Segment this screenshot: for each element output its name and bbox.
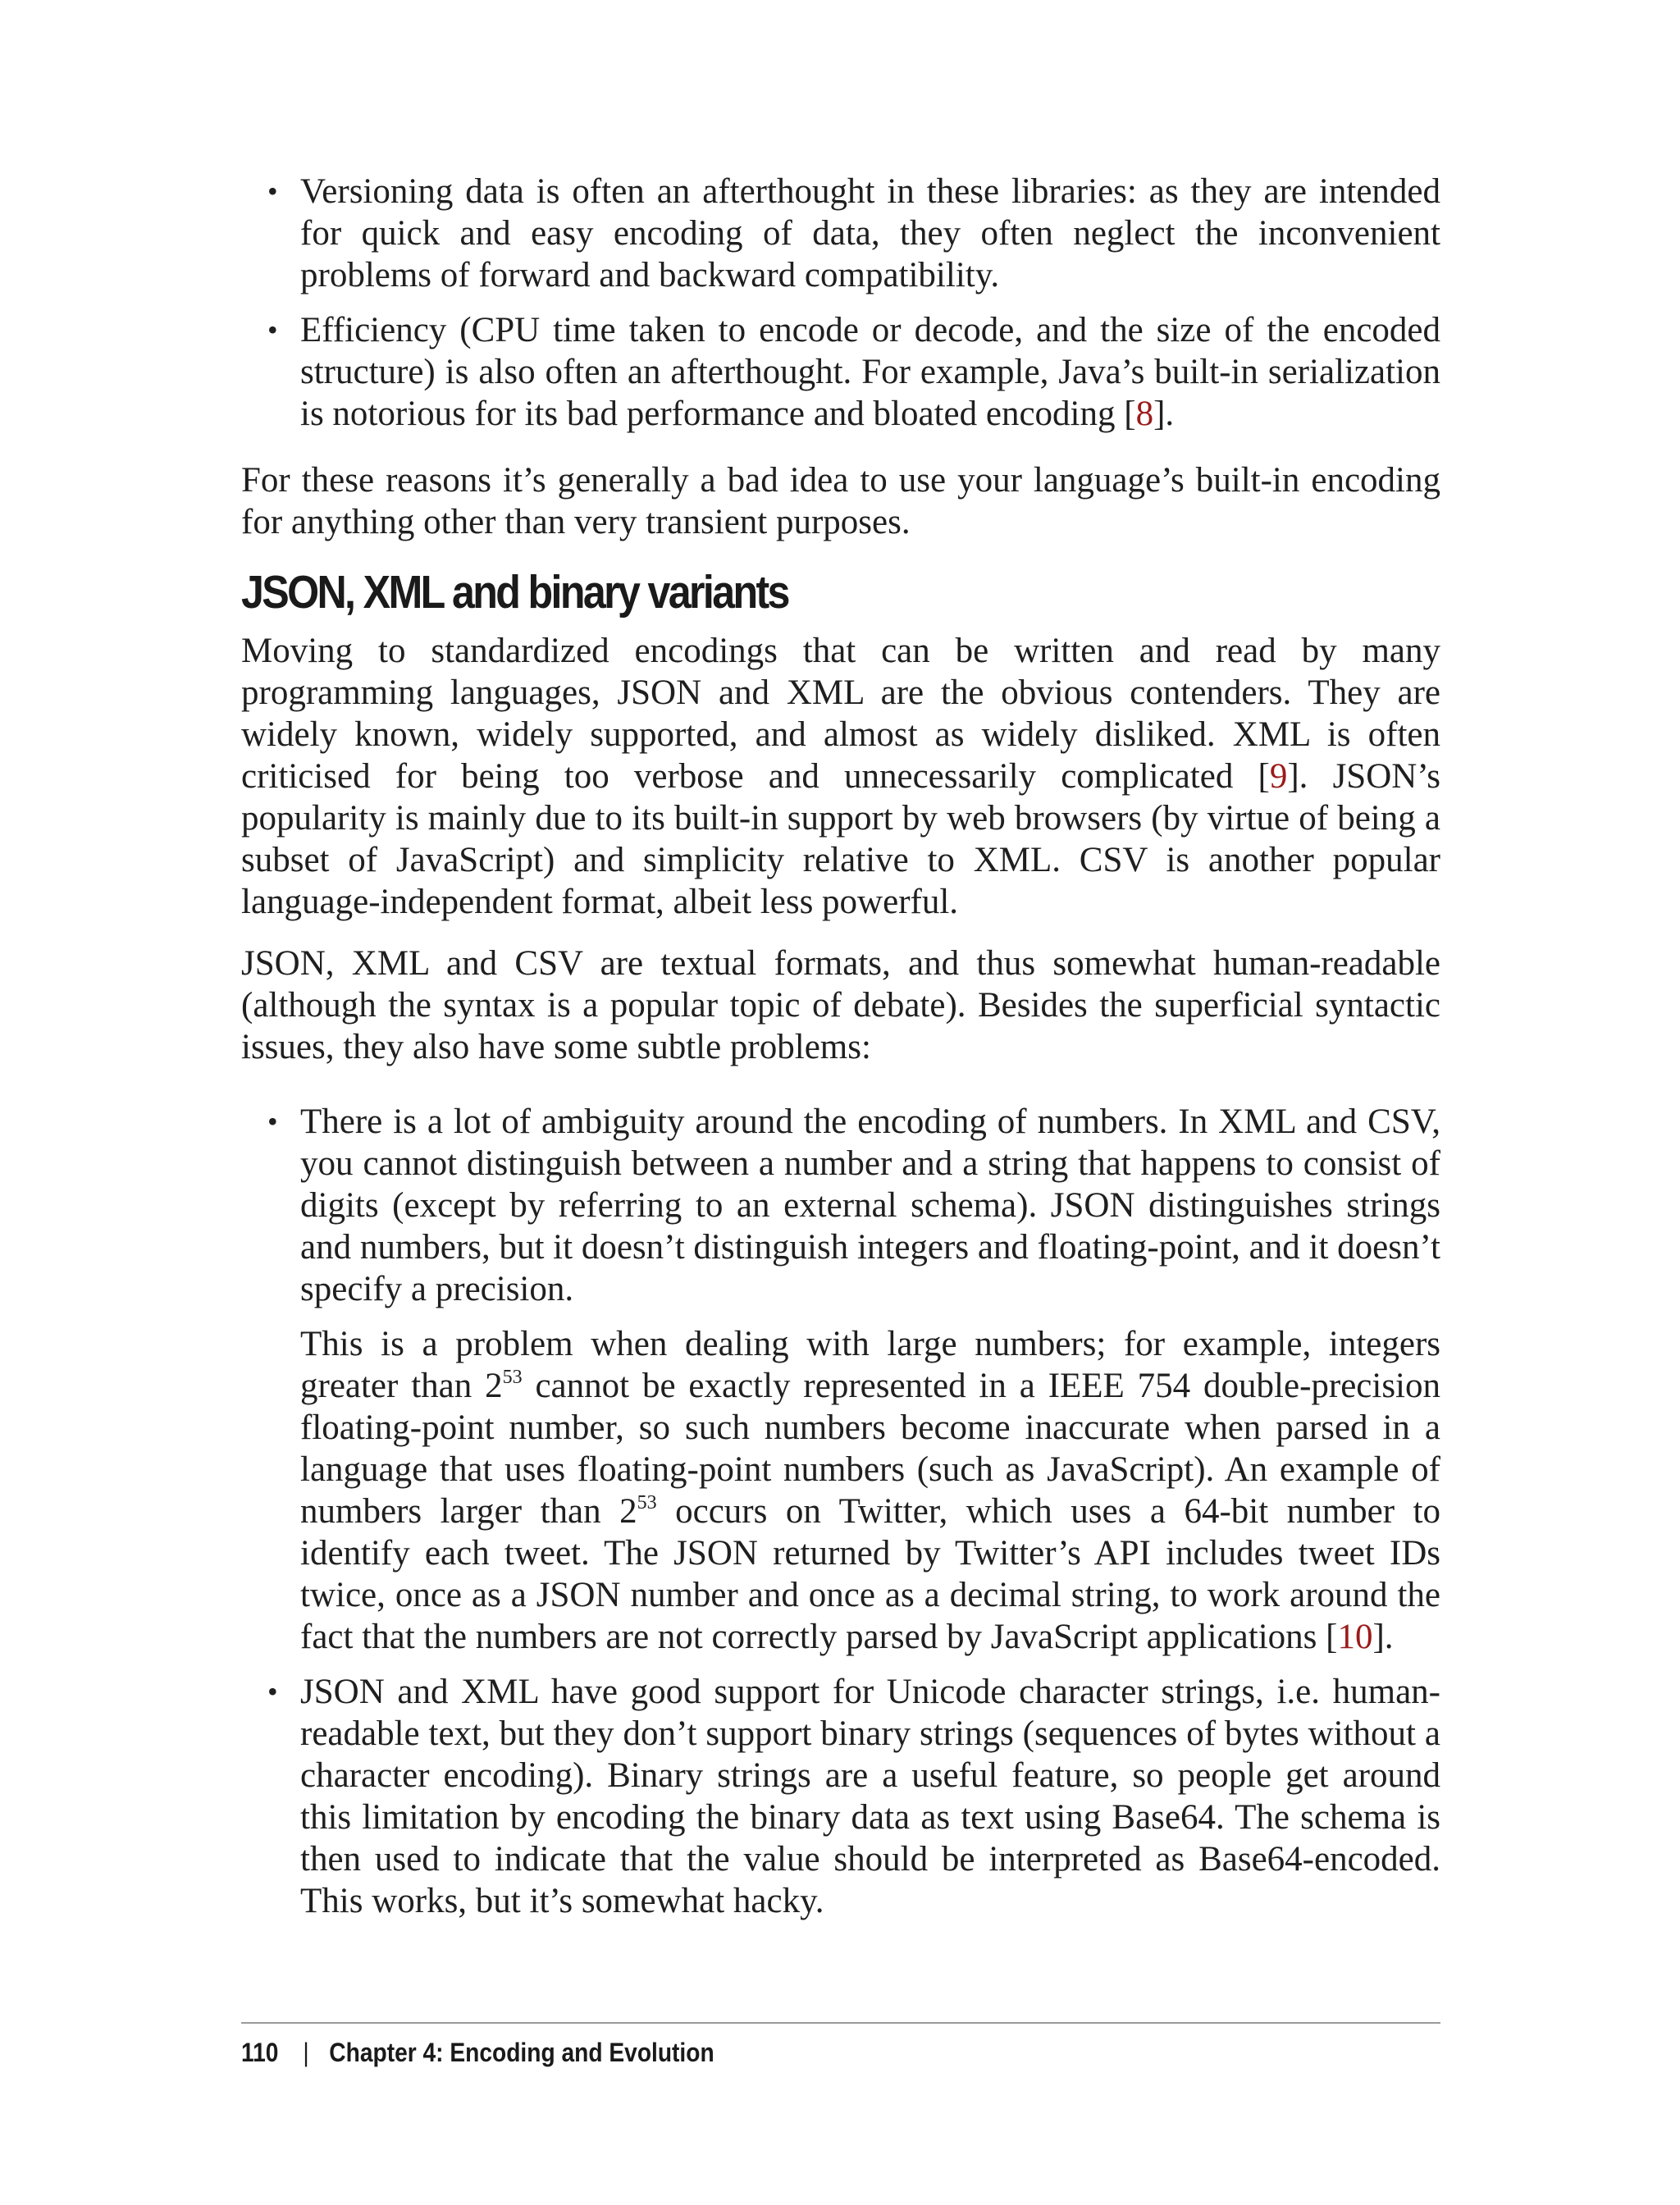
reference-link-9[interactable]: 9: [1269, 757, 1288, 796]
section-heading: JSON, XML and binary variants: [241, 566, 788, 619]
bullet-icon: •: [267, 175, 278, 208]
bullet-icon: •: [267, 1675, 278, 1708]
bullet-icon: •: [267, 313, 278, 346]
bullet-text-unicode: JSON and XML have good support for Unicode character strings, i.e. human-readable text, but they don’t support binary strings (sequences of bytes without a character encoding). Binary strings are a useful feature, so people get around this limitation by encoding the binary data as text using Base64. The schema is then used to indicate that the value should be interpreted as Base64-encoded. This works, but it’s somewhat hacky.: [300, 1673, 1440, 1920]
list-item: [241, 1671, 1440, 1922]
text-run: ].: [1153, 395, 1175, 433]
text-run: ].: [1372, 1618, 1394, 1656]
list-item: [241, 1101, 1440, 1658]
bullet-text-numbers: There is a lot of ambiguity around the encoding of numbers. In XML and CSV, you cannot distinguish between a number and a string that happens to consist of digits (except by referring to an external schema). JSON distinguishes strings and numbers, but it doesn’t distinguish integers and floating-point, and it doesn’t specify a precision.: [300, 1102, 1440, 1308]
footer-divider: [241, 2022, 1440, 2024]
page-number: 110: [241, 2038, 279, 2067]
reference-link-10[interactable]: 10: [1337, 1618, 1373, 1656]
text-run: This is a problem when dealing with large numbers; for example, integers greater than 2: [300, 1325, 1440, 1405]
text-run: occurs on Twitter, which uses a 64-bit number to identify each tweet. The JSON returned by Twitter’s API includes tweet IDs twice, once as a JSON number and once as a decimal string, to work around the fact that the numbers are not correctly parsed by JavaScript applications [: [300, 1492, 1440, 1656]
text-run: Moving to standardized encodings that can be written and read by many programming languages, JSON and XML are the obvious contenders. They are widely known, widely supported, and almost as widely disliked. XML is often criticised for being too verbose and unnecessarily complicated [: [241, 632, 1440, 796]
paragraph-reasons: For these reasons it’s generally a bad idea to use your language’s built-in encoding for anything other than very transient purposes.: [241, 461, 1440, 541]
paragraph-textual: JSON, XML and CSV are textual formats, and thus somewhat human-readable (although the syntax is a popular topic of debate). Besides the superficial syntactic issues, they also have some subtle problems:: [241, 944, 1440, 1066]
text-run: ]. JSON’s popularity is mainly due to its built-in support by web browsers (by virtue of being a subset of JavaScript) and simplicity relative to XML. CSV is another popular language-independent format, albeit less powerful.: [241, 757, 1440, 921]
text-run: Efficiency (CPU time taken to encode or decode, and the size of the encoded structure) is also often an afterthought. For example, Java’s built-in serialization is notorious for its bad performance and bloated encoding [: [300, 311, 1440, 433]
list-item: [241, 171, 1440, 296]
bullet-text-efficiency: [300, 309, 1440, 435]
footer-separator: |: [303, 2038, 309, 2067]
page-footer: [241, 2034, 714, 2070]
bullet-text-numbers-continued: [300, 1323, 1440, 1658]
chapter-title: Chapter 4: Encoding and Evolution: [329, 2038, 714, 2067]
bullet-text-versioning: Versioning data is often an afterthought in these libraries: as they are intended for quick and easy encoding of data, they often neglect the inconvenient problems of forward and backward compatibility.: [300, 172, 1440, 294]
bullet-icon: •: [267, 1105, 278, 1138]
bullet-list-top: [241, 171, 1440, 435]
text-run: cannot be exactly represented in a IEEE 754 double-precision floating-point number, so such numbers become inaccurate when parsed in a language that uses floating-point numbers (such as JavaScript). An example of numbers larger than 2: [300, 1367, 1441, 1531]
paragraph-moving: [241, 630, 1440, 923]
exponent: 53: [637, 1492, 657, 1513]
exponent: 53: [502, 1367, 523, 1388]
reference-link-8[interactable]: 8: [1135, 395, 1154, 433]
bullet-list-problems: [241, 1101, 1440, 1922]
page-body: [241, 171, 1440, 1922]
list-item: [241, 309, 1440, 435]
